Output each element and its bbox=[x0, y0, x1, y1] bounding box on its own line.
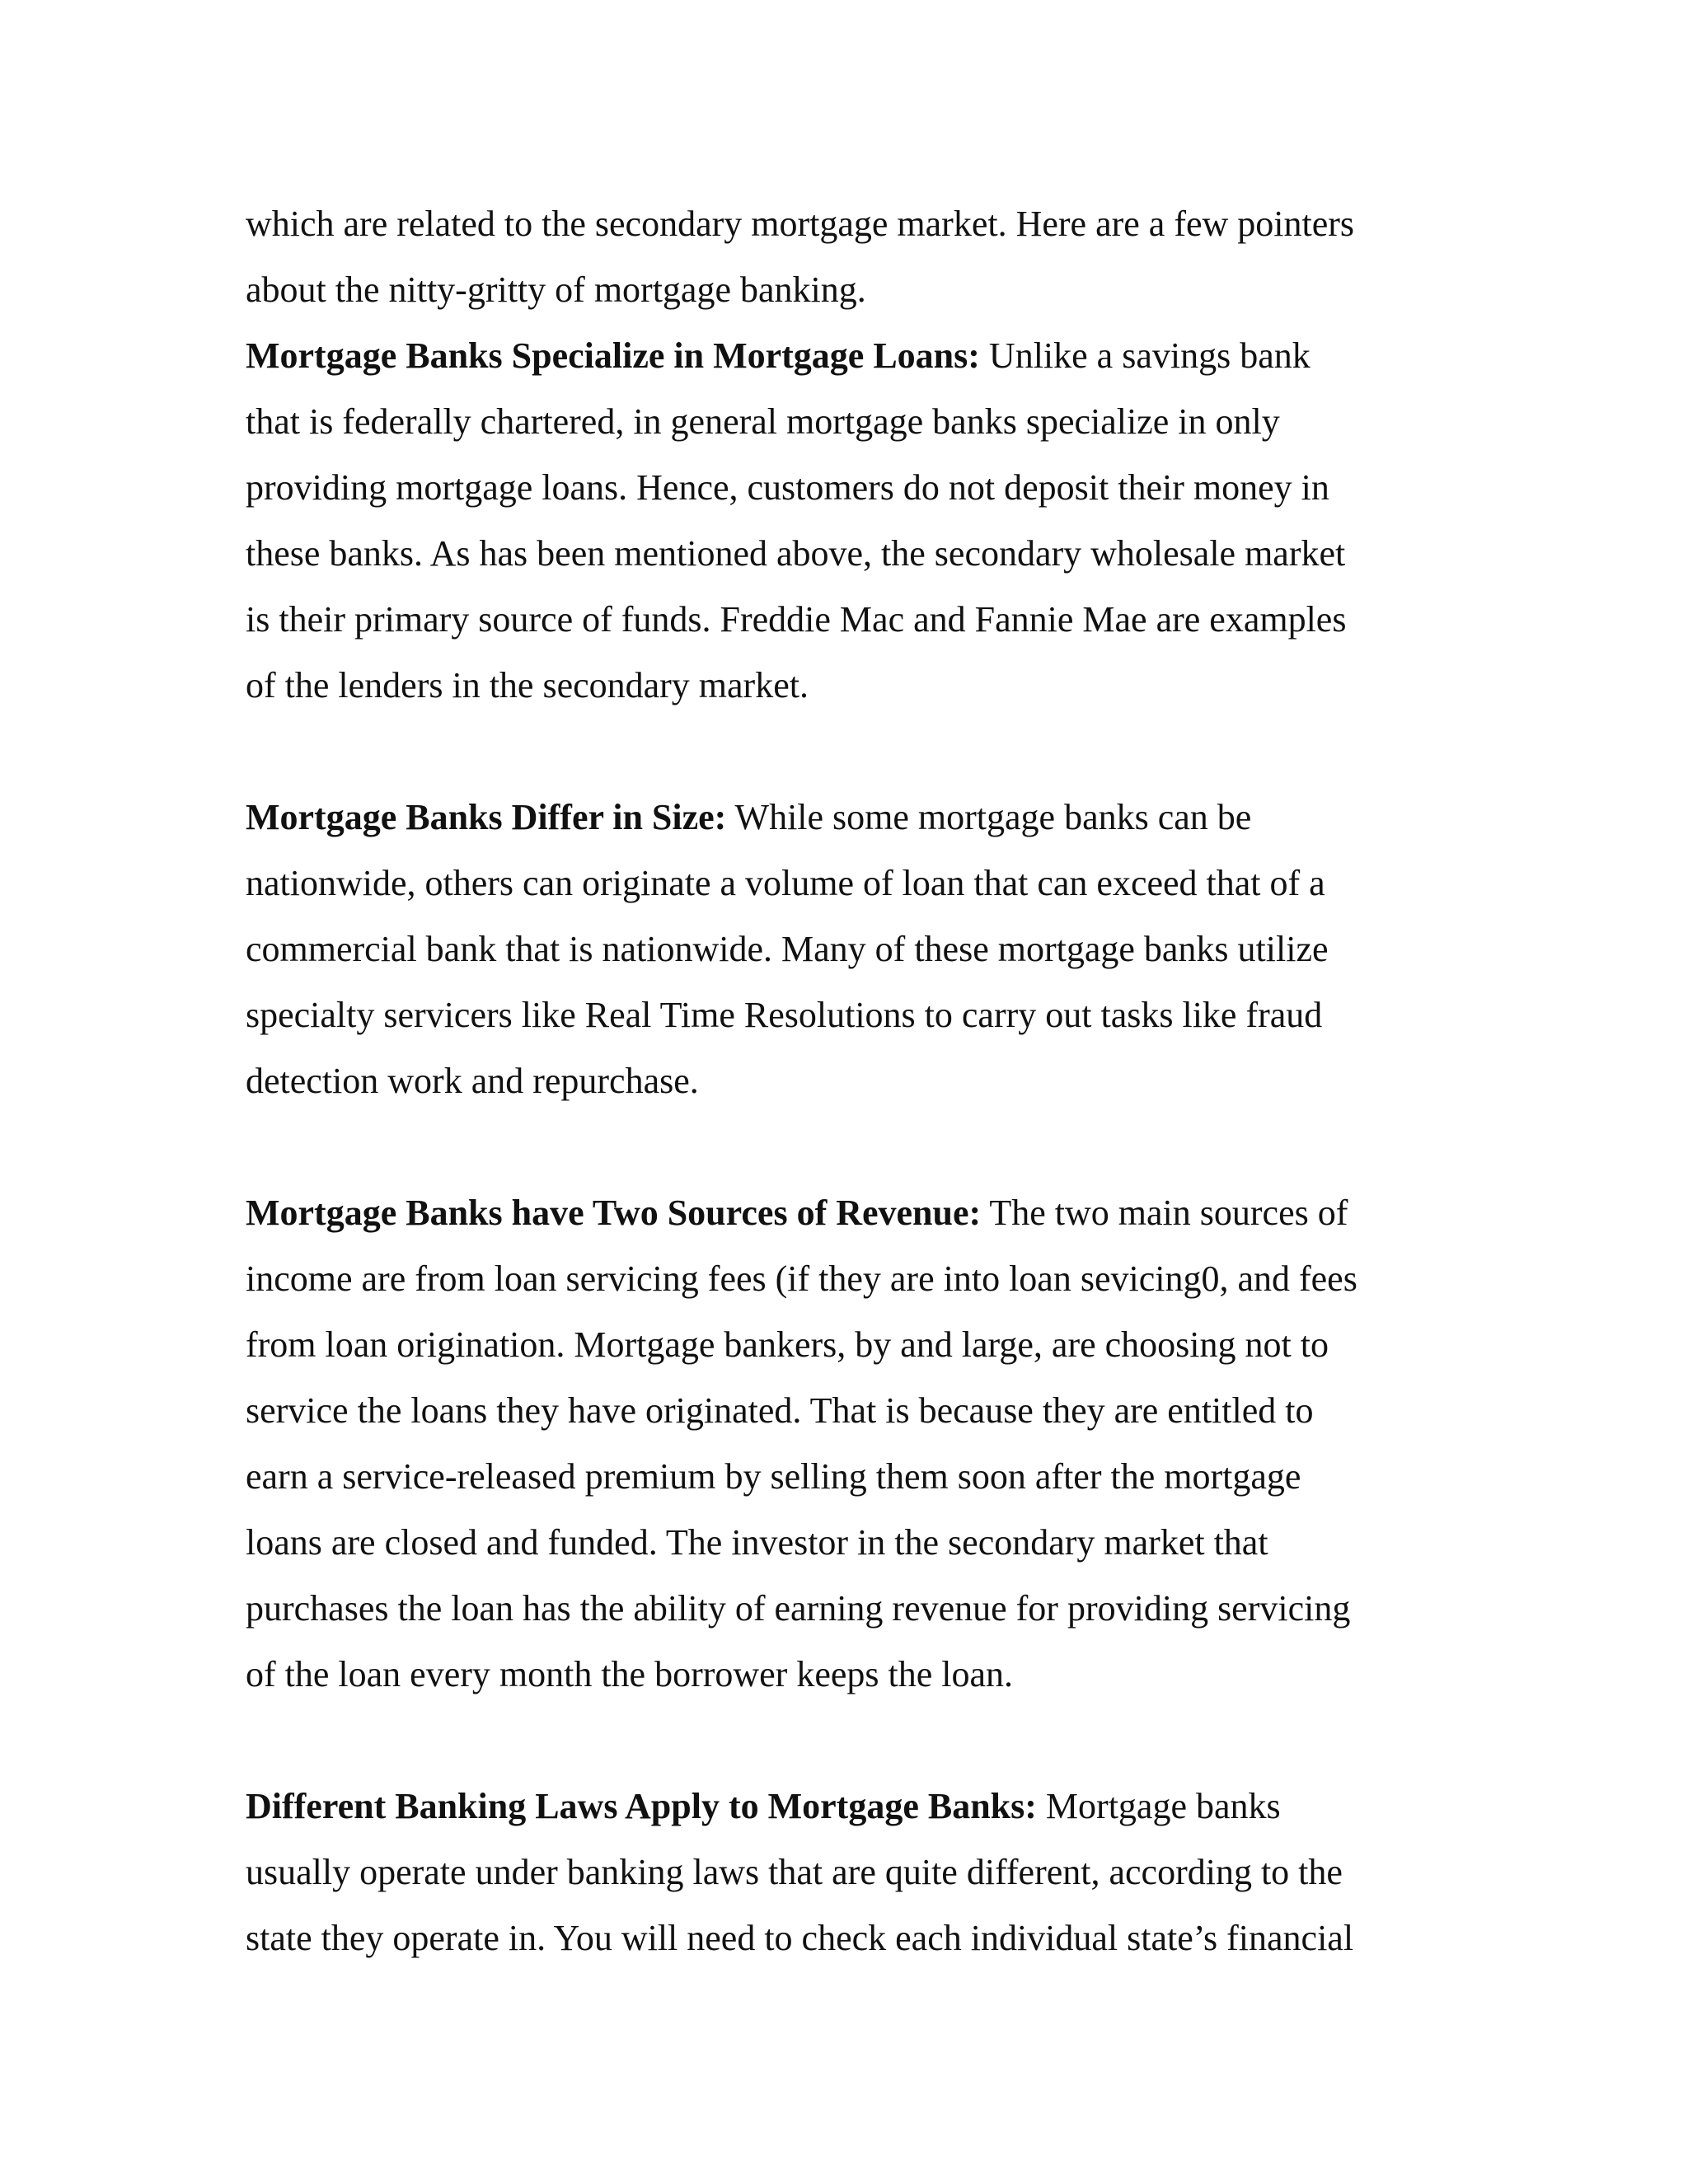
paragraph-line: that is federally chartered, in general mortgage banks specialize in only bbox=[246, 401, 1280, 442]
section-heading: Different Banking Laws Apply to Mortgage Banks: bbox=[246, 1786, 1037, 1826]
paragraph-first-line bbox=[246, 785, 1449, 851]
paragraph-line: of the lenders in the secondary market. bbox=[246, 665, 809, 705]
paragraph-first-line bbox=[246, 323, 1449, 389]
section-heading: Mortgage Banks Differ in Size: bbox=[246, 797, 727, 837]
paragraph-line: detection work and repurchase. bbox=[246, 1061, 699, 1101]
paragraph-line: income are from loan servicing fees (if they are into loan sevicing0, and fees bbox=[246, 1258, 1357, 1299]
paragraph-line: about the nitty-gritty of mortgage banking. bbox=[246, 269, 866, 310]
intro-paragraph bbox=[246, 191, 1449, 323]
paragraph-line: these banks. As has been mentioned above, the secondary wholesale market bbox=[246, 533, 1346, 574]
paragraph-line: is their primary source of funds. Freddie Mac and Fannie Mae are examples bbox=[246, 599, 1347, 640]
paragraph-text: Mortgage banks bbox=[1036, 1786, 1281, 1826]
section-heading: Mortgage Banks Specialize in Mortgage Loans: bbox=[246, 335, 980, 376]
document-page bbox=[246, 191, 1449, 1971]
paragraph-first-line bbox=[246, 1180, 1449, 1246]
section-banking-laws bbox=[246, 1774, 1449, 1971]
paragraph-line: nationwide, others can originate a volume of loan that can exceed that of a bbox=[246, 863, 1325, 903]
paragraph-line: from loan origination. Mortgage bankers, by and large, are choosing not to bbox=[246, 1324, 1329, 1365]
paragraph-text: Unlike a savings bank bbox=[979, 335, 1311, 376]
paragraph-line: loans are closed and funded. The investor in the secondary market that bbox=[246, 1522, 1268, 1563]
paragraph-text: While some mortgage banks can be bbox=[726, 797, 1252, 837]
section-differ-in-size bbox=[246, 785, 1449, 1114]
paragraph-line: which are related to the secondary mortgage market. Here are a few pointers bbox=[246, 204, 1355, 244]
paragraph-first-line bbox=[246, 1774, 1449, 1840]
section-revenue bbox=[246, 1180, 1449, 1708]
paragraph-line: commercial bank that is nationwide. Many of these mortgage banks utilize bbox=[246, 929, 1329, 969]
paragraph-line: service the loans they have originated. That is because they are entitled to bbox=[246, 1390, 1314, 1431]
section-heading: Mortgage Banks have Two Sources of Revenue: bbox=[246, 1193, 982, 1233]
paragraph-text: The two main sources of bbox=[981, 1193, 1348, 1233]
paragraph-line: usually operate under banking laws that are quite different, according to the bbox=[246, 1852, 1343, 1892]
paragraph-line: of the loan every month the borrower keeps the loan. bbox=[246, 1654, 1014, 1694]
paragraph-line: earn a service-released premium by selling them soon after the mortgage bbox=[246, 1456, 1301, 1497]
paragraph-line: providing mortgage loans. Hence, customers do not deposit their money in bbox=[246, 467, 1329, 508]
paragraph-line: purchases the loan has the ability of earning revenue for providing servicing bbox=[246, 1588, 1351, 1629]
section-specialize bbox=[246, 323, 1449, 719]
paragraph-line: specialty servicers like Real Time Resolutions to carry out tasks like fraud bbox=[246, 995, 1323, 1035]
paragraph-line: state they operate in. You will need to check each individual state’s financial bbox=[246, 1918, 1354, 1958]
